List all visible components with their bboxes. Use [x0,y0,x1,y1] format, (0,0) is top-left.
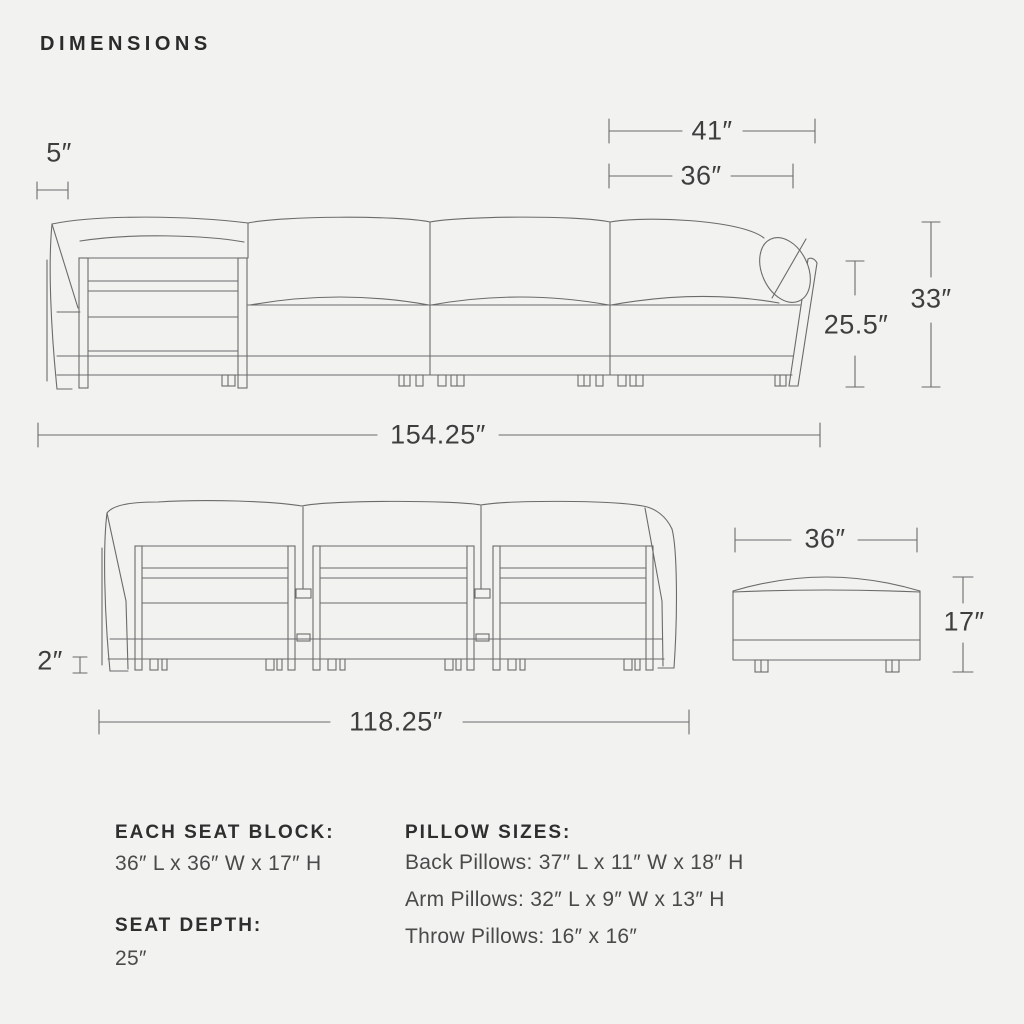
ottoman-dimension-lines [735,528,973,672]
ottoman-drawing [733,577,920,672]
dim-left-arm-depth: 5″ [46,137,72,168]
seat-depth-value: 25″ [115,947,147,970]
sofa-back-view-drawing [102,501,676,671]
sofa-front-legs [222,375,786,386]
seat-depth-heading: SEAT DEPTH: [115,915,263,936]
seat-block-heading: EACH SEAT BLOCK: [115,822,335,843]
dim-ottoman-width: 36″ [804,523,846,554]
dim-leg-height: 2″ [37,645,63,676]
sofa-back-legs [150,659,640,670]
dim-overall-length-front: 154.25″ [390,419,486,450]
arm-pillows-value: Arm Pillows: 32″ L x 9″ W x 13″ H [405,888,725,911]
dim-end-seat-with-arm: 41″ [691,115,733,146]
back-pillows-value: Back Pillows: 37″ L x 11″ W x 18″ H [405,851,744,874]
page-title: DIMENSIONS [40,33,212,55]
dim-overall-length-back: 118.25″ [349,706,443,737]
bolster-pillow [750,229,820,310]
throw-pillows-value: Throw Pillows: 16″ x 16″ [405,925,638,948]
dim-overall-height: 33″ [910,283,952,314]
pillow-sizes-heading: PILLOW SIZES: [405,822,572,843]
dim-ottoman-height: 17″ [943,606,985,637]
dim-arm-height: 25.5″ [823,309,889,340]
seat-block-value: 36″ L x 36″ W x 17″ H [115,852,322,875]
dim-seat-width: 36″ [680,160,722,191]
sofa-front-view-drawing [47,217,820,389]
